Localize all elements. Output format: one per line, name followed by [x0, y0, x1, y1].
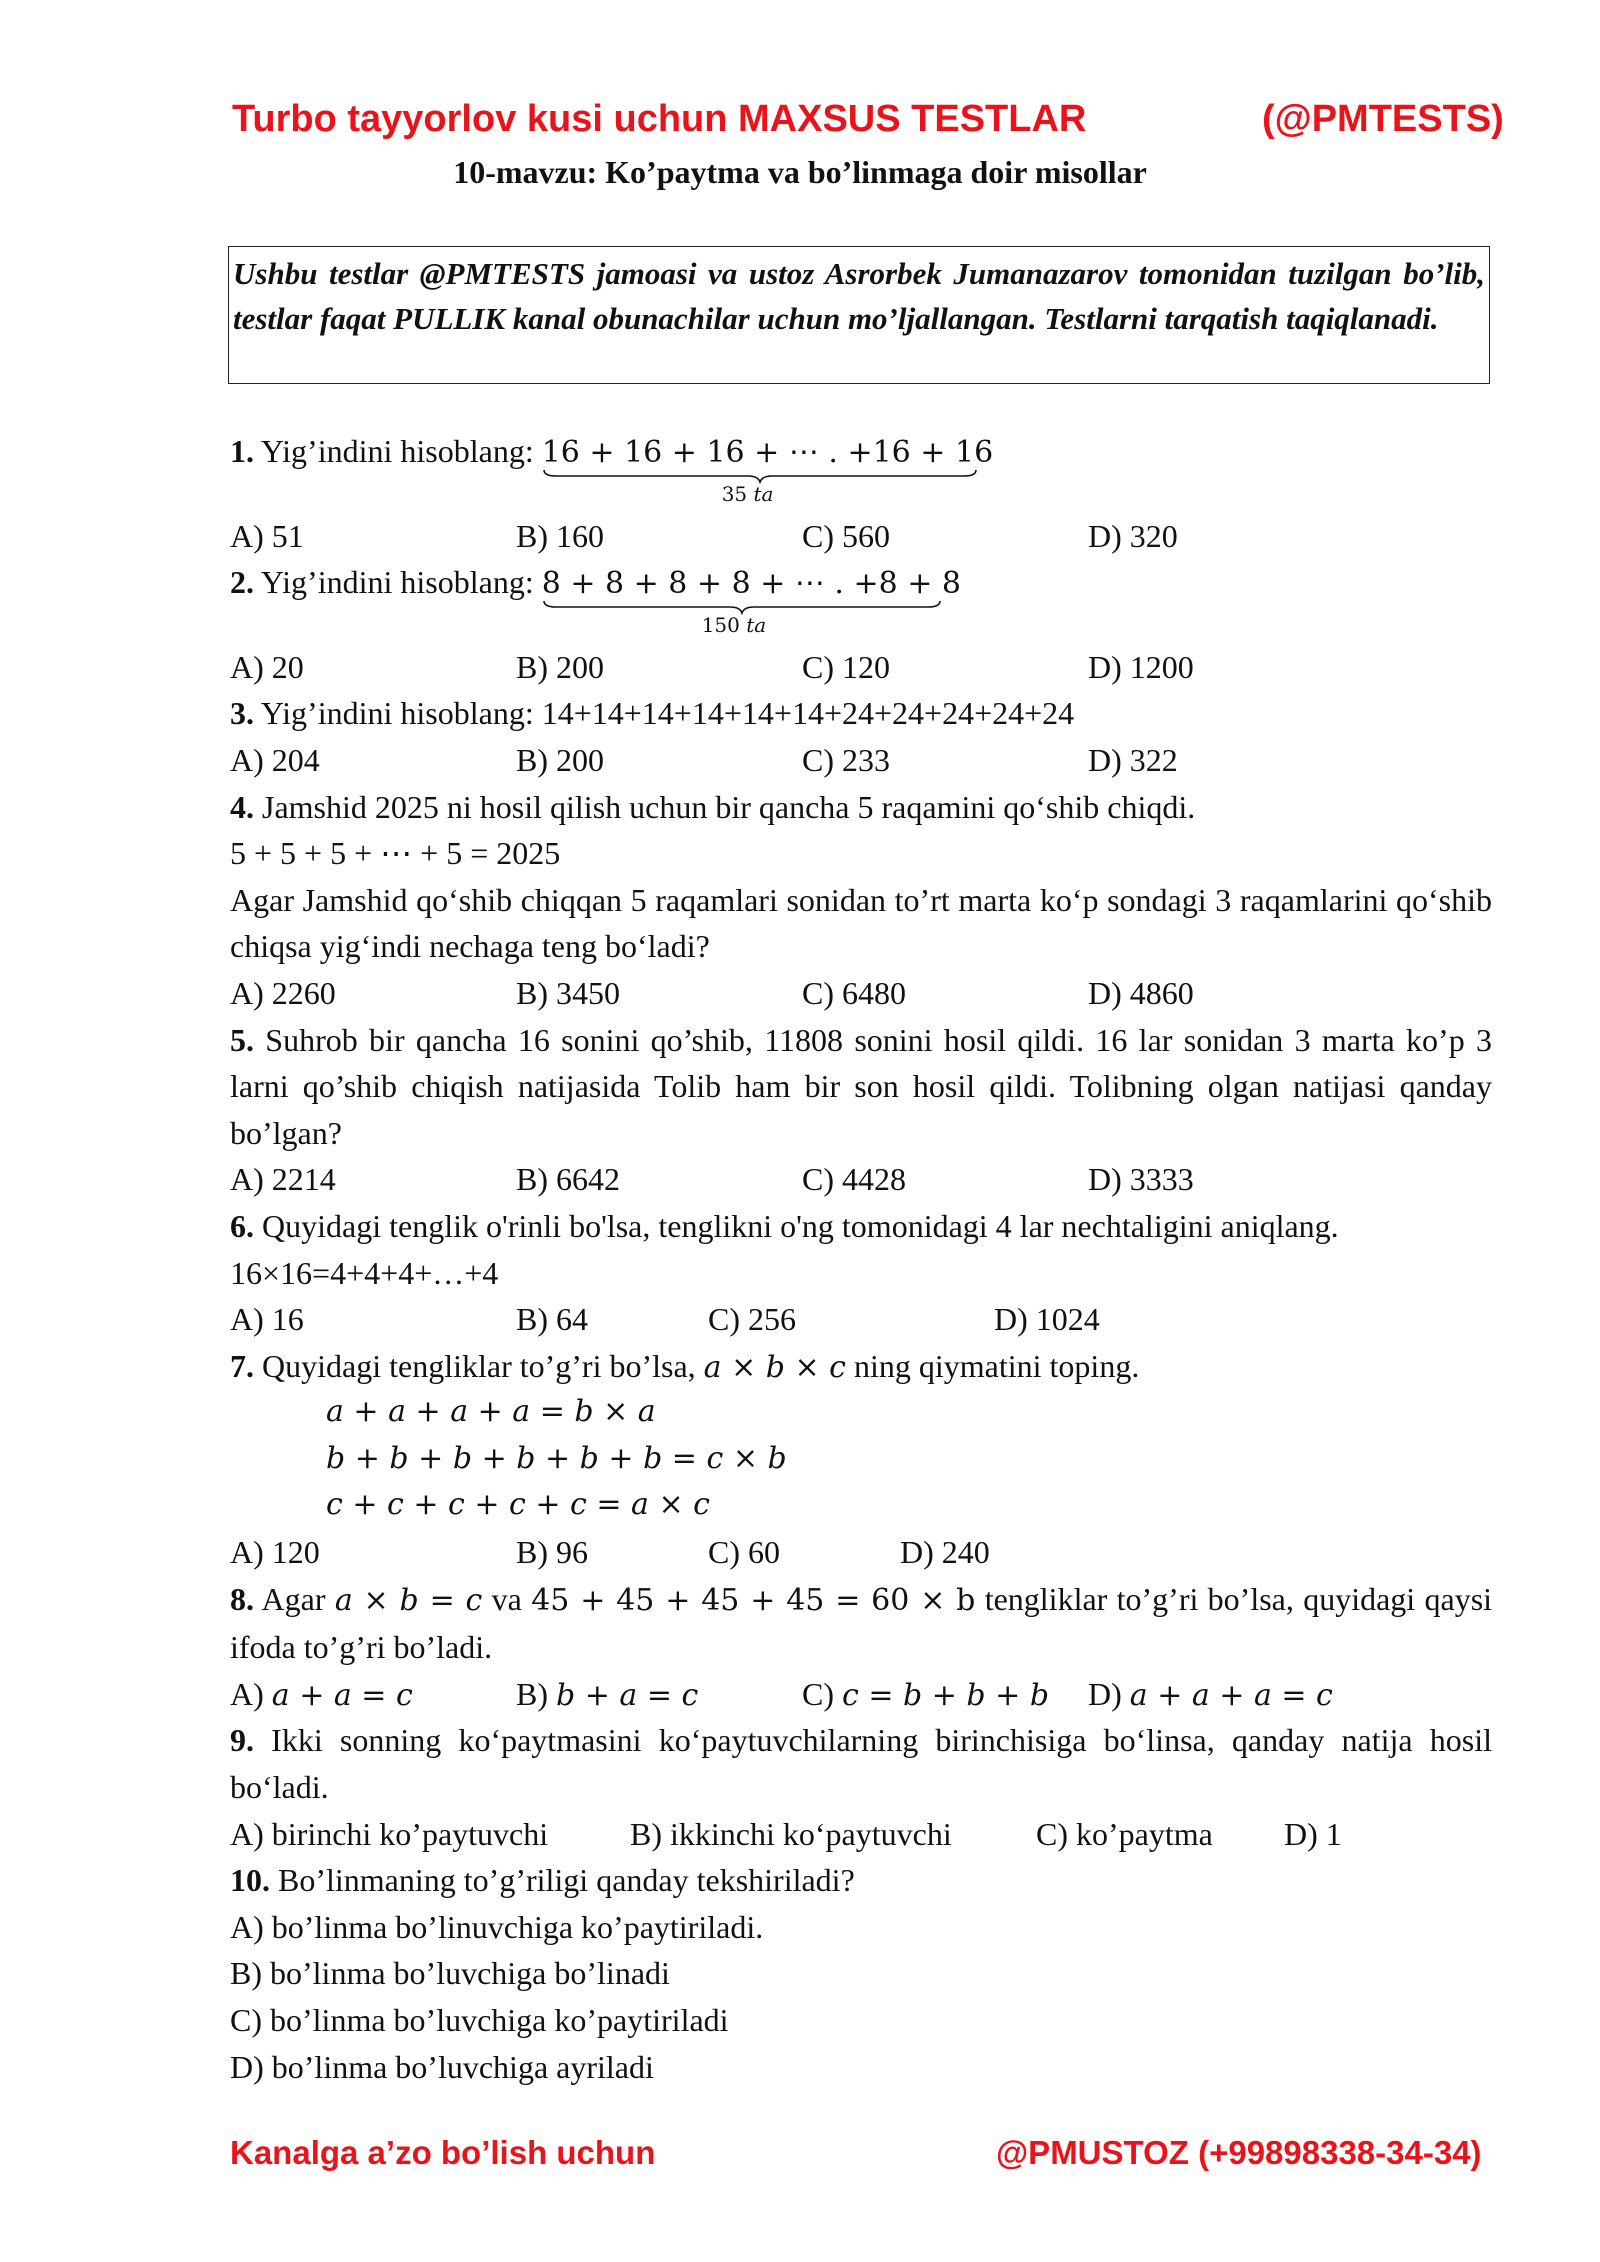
option-a[interactable]: A) 20	[230, 648, 304, 685]
question-math-1: a × b = c	[334, 1582, 483, 1618]
underbrace-label	[722, 482, 774, 506]
question-text: Quyidagi tenglik o'rinli bo'lsa, tenglikni o'ng tomonidagi 4 lar nechtaligini aniqlang.	[254, 1207, 1339, 1244]
question-text-end: ning qiymatini toping.	[845, 1347, 1140, 1384]
question-number: 7.	[230, 1347, 254, 1384]
option-d[interactable]: D) 322	[1088, 741, 1178, 778]
question-6-equation: 16×16=4+4+4+…+4	[230, 1254, 499, 1291]
option-a[interactable]: A) 2260	[230, 974, 336, 1011]
copyright-notice-box: Ushbu testlar @PMTESTS jamoasi va ustoz Asrorbek Jumanazarov tomonidan tuzilgan bo’lib, testlar faqat PULLIK kanal obunachilar uchun mo’ljallangan. Testlarni tarqatish taqiqlanadi.	[228, 246, 1490, 384]
option-d[interactable]: D) 1	[1284, 1815, 1342, 1852]
question-7-options	[230, 1529, 1492, 1576]
question-math: a × b × c	[703, 1349, 846, 1385]
header-channel-tag: (@PMTESTS)	[1262, 98, 1504, 140]
option-b[interactable]: B) 6642	[516, 1161, 620, 1198]
question-number: 2.	[230, 564, 254, 601]
question-2	[230, 559, 1492, 638]
question-8-options	[230, 1671, 1492, 1718]
question-2-options	[230, 644, 1492, 691]
question-4-options	[230, 970, 1492, 1017]
question-5	[230, 1017, 1492, 1157]
question-6-options	[230, 1296, 1492, 1343]
option-label: C)	[802, 1675, 842, 1712]
option-d[interactable]: D) 4860	[1088, 974, 1194, 1011]
brace-unit: ta	[753, 482, 774, 506]
question-text: Agar	[254, 1580, 335, 1617]
question-text: Yig’indini hisoblang:	[254, 564, 542, 601]
option-c[interactable]: C) 560	[802, 517, 890, 554]
option-c[interactable]: C) 4428	[802, 1161, 906, 1198]
header-title: Turbo tayyorlov kusi uchun MAXSUS TESTLAR	[232, 98, 1087, 140]
option-math: c = b + b + b	[842, 1677, 1050, 1713]
option-b[interactable]: B) ikkinchi ko‘paytuvchi	[630, 1815, 952, 1852]
question-text: Suhrob bir qancha 16 sonini qo’shib, 11808 sonini hosil qildi. 16 lar sonidan 3 marta ko’p 3 larni qo’shib chiqish natijasida Tolib ham bir son hosil qildi. Tolibning olgan natijasi qanday bo’lgan?	[230, 1021, 1492, 1151]
question-number: 5.	[230, 1021, 254, 1058]
option-c[interactable]	[802, 1671, 1049, 1720]
option-c[interactable]: C) 120	[802, 648, 890, 685]
question-4-equation: 5 + 5 + 5 + ⋯ + 5 = 2025	[230, 835, 561, 872]
option-b[interactable]: B) 64	[516, 1301, 588, 1338]
brace-unit: ta	[746, 613, 767, 638]
option-c[interactable]: C) 60	[708, 1534, 780, 1571]
option-d[interactable]: D) 320	[1088, 517, 1178, 554]
option-d[interactable]: D) 240	[900, 1534, 990, 1571]
equation-1: a + a + a + a = b × a	[326, 1394, 656, 1430]
equation-2: b + b + b + b + b + b = c × b	[326, 1440, 787, 1476]
question-text: Bo’linmaning to’g’riligi qanday tekshiriladi?	[270, 1862, 855, 1899]
question-number: 6.	[230, 1207, 254, 1244]
question-text: Jamshid 2025 ni hosil qilish uchun bir qancha 5 raqamini qo‘shib chiqdi.	[254, 788, 1196, 825]
option-d[interactable]: D) 3333	[1088, 1161, 1194, 1198]
option-a[interactable]: A) 16	[230, 1301, 304, 1338]
question-8	[230, 1576, 1492, 1671]
sum-expression: 8 + 8 + 8 + 8 + ⋯ . +8 + 8	[541, 566, 962, 602]
option-label: B)	[516, 1675, 556, 1712]
option-d[interactable]: D) 1024	[994, 1301, 1100, 1338]
question-1-options	[230, 513, 1492, 560]
question-text: Ikki sonning ko‘paytmasini ko‘paytuvchilarning birinchisiga bo‘linsa, qanday natija hosil bo‘ladi.	[230, 1722, 1492, 1806]
option-math: a + a + a = c	[1129, 1677, 1333, 1713]
question-4	[230, 784, 1492, 831]
option-c[interactable]: C) 233	[802, 741, 890, 778]
footer-contact: @PMUSTOZ (+99898338-34-34)	[996, 2134, 1482, 2171]
option-a[interactable]	[230, 1671, 413, 1720]
sum-expression: 16 + 16 + 16 + ⋯ . +16 + 16	[541, 435, 994, 470]
option-a[interactable]: A) bo’linma bo’linuvchiga ko’paytiriladi.	[230, 1908, 764, 1945]
question-number: 8.	[230, 1580, 254, 1617]
question-number: 9.	[230, 1722, 254, 1759]
topic-subtitle: 10-mavzu: Ko’paytma va bo’linmaga doir misollar	[453, 154, 1147, 190]
question-number: 3.	[230, 695, 254, 732]
question-text: Yig’indini hisoblang:	[254, 433, 542, 469]
question-text-mid: va	[482, 1580, 532, 1617]
question-number: 4.	[230, 788, 254, 825]
question-3	[230, 690, 1492, 737]
questions-list	[230, 428, 1492, 2090]
option-b[interactable]: B) bo’linma bo’luvchiga bo’linadi	[230, 1955, 670, 1992]
underbrace-expression	[541, 559, 962, 638]
option-c[interactable]: C) 6480	[802, 974, 906, 1011]
question-1	[230, 428, 1492, 506]
option-b[interactable]: B) 3450	[516, 974, 620, 1011]
question-number: 1.	[230, 433, 254, 469]
option-d[interactable]: D) bo’linma bo’luvchiga ayriladi	[230, 2048, 654, 2085]
option-d[interactable]: D) 1200	[1088, 648, 1194, 685]
option-b[interactable]	[516, 1671, 698, 1720]
underbrace-label	[702, 613, 767, 637]
question-6	[230, 1203, 1492, 1250]
option-a[interactable]: A) 120	[230, 1534, 320, 1571]
option-b[interactable]: B) 200	[516, 648, 604, 685]
option-c[interactable]: C) bo’linma bo’luvchiga ko’paytiriladi	[230, 2002, 729, 2038]
option-math: a + a = c	[271, 1677, 413, 1713]
footer-subscribe-text: Kanalga a’zo bo’lish uchun	[230, 2134, 656, 2171]
question-7	[230, 1343, 1492, 1390]
option-math: b + a = c	[556, 1677, 699, 1713]
option-a[interactable]: A) 204	[230, 741, 320, 778]
option-c[interactable]: C) ko’paytma	[1036, 1815, 1213, 1852]
question-math-2: 45 + 45 + 45 + 45 = 60 × b	[531, 1582, 976, 1618]
option-c[interactable]: C) 256	[708, 1301, 796, 1338]
option-b[interactable]: B) 200	[516, 741, 604, 778]
question-text: Quyidagi tengliklar to’g’ri bo’lsa,	[254, 1347, 704, 1384]
equation-3: c + c + c + c + c = a × c	[326, 1487, 710, 1523]
question-text-end: tengliklar to’g’ri bo’lsa, quyidagi qaysi ifoda to’g’ri bo’ladi.	[230, 1580, 1493, 1666]
option-a[interactable]: A) 51	[230, 517, 304, 554]
question-9	[230, 1717, 1492, 1810]
question-text: Yig’indini hisoblang: 14+14+14+14+14+14+24+24+24+24+24	[254, 695, 1075, 732]
option-a[interactable]: A) birinchi ko’paytuvchi	[230, 1815, 549, 1852]
brace-count: 35	[721, 482, 748, 506]
question-9-options	[230, 1811, 1492, 1858]
option-b[interactable]: B) 160	[516, 517, 604, 554]
underbrace-expression	[541, 428, 994, 506]
option-a[interactable]: A) 2214	[230, 1161, 336, 1198]
option-b[interactable]: B) 96	[516, 1534, 588, 1571]
option-label: A)	[230, 1675, 272, 1712]
question-4-text-cont: Agar Jamshid qo‘shib chiqqan 5 raqamlari sonidan to’rt marta ko‘p sondagi 3 raqamlarini qo‘shib chiqsa yig‘indi nechaga teng bo‘ladi?	[230, 881, 1492, 965]
question-10	[230, 1857, 1492, 1904]
brace-count: 150	[701, 613, 740, 638]
question-5-options	[230, 1156, 1492, 1203]
question-number: 10.	[230, 1862, 270, 1899]
question-3-options	[230, 737, 1492, 784]
option-d[interactable]	[1088, 1671, 1333, 1720]
option-label: D)	[1088, 1675, 1130, 1712]
